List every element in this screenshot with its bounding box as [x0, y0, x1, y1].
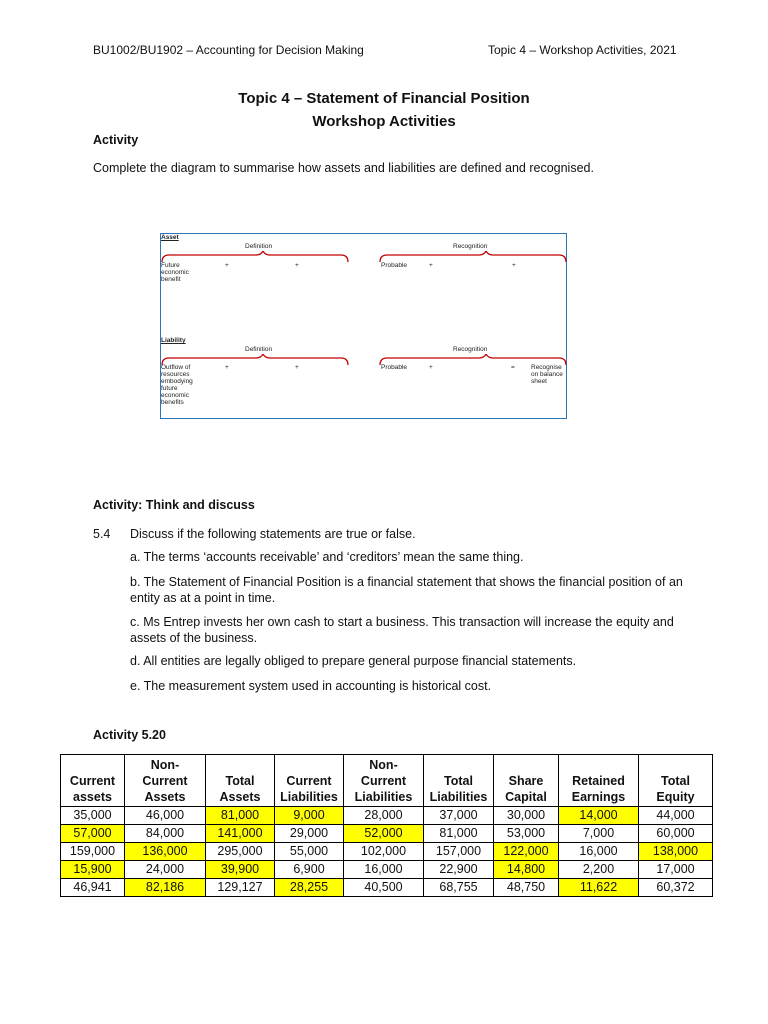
- table-row: [61, 825, 713, 843]
- table-cell: 29,000: [275, 825, 344, 843]
- table-cell: 157,000: [424, 843, 494, 861]
- table-cell-highlighted: 138,000: [639, 843, 713, 861]
- table-cell: 7,000: [559, 825, 639, 843]
- activity-520-heading: Activity 5.20: [93, 728, 166, 742]
- liability-recognition-label: Recognition: [453, 346, 488, 353]
- table-cell: 28,000: [344, 807, 424, 825]
- table-cell: 55,000: [275, 843, 344, 861]
- header-total-assets: Total Assets: [206, 755, 275, 807]
- table-cell: 17,000: [639, 861, 713, 879]
- header-current-assets: Current assets: [61, 755, 125, 807]
- page-header-left: BU1002/BU1902 – Accounting for Decision Making: [93, 43, 364, 57]
- liability-label: Liability: [161, 337, 186, 344]
- table-cell: 46,941: [61, 879, 125, 897]
- asset-liability-diagram: [160, 233, 567, 419]
- table-cell: 48,750: [494, 879, 559, 897]
- table-row: [61, 807, 713, 825]
- table-row: [61, 843, 713, 861]
- asset-recognition-plus: +: [429, 262, 433, 269]
- table-cell-highlighted: 11,622: [559, 879, 639, 897]
- table-cell: 68,755: [424, 879, 494, 897]
- table-row: [61, 879, 713, 897]
- table-cell-highlighted: 52,000: [344, 825, 424, 843]
- asset-recognition-plus-2: +: [512, 262, 516, 269]
- table-cell-highlighted: 28,255: [275, 879, 344, 897]
- asset-definition-brace: [161, 251, 351, 263]
- asset-definition-plus-2: +: [295, 262, 299, 269]
- question-number: 5.4: [93, 527, 111, 541]
- liability-recognition-plus: +: [429, 364, 433, 371]
- activity-heading: Activity: [93, 133, 139, 147]
- table-cell: 37,000: [424, 807, 494, 825]
- table-cell-highlighted: 39,900: [206, 861, 275, 879]
- table-cell: 46,000: [125, 807, 206, 825]
- liability-recognition-equals: =: [511, 364, 515, 371]
- table-cell: 16,000: [344, 861, 424, 879]
- table-cell: 30,000: [494, 807, 559, 825]
- header-total-equity: Total Equity: [639, 755, 713, 807]
- liability-recognition-result: Recognise on balance sheet: [531, 364, 563, 385]
- table-cell: 2,200: [559, 861, 639, 879]
- financial-position-table: [60, 754, 713, 897]
- page-subtitle: Workshop Activities: [312, 113, 456, 130]
- liability-definition-plus-2: +: [295, 364, 299, 371]
- asset-recognition-brace: [379, 251, 569, 263]
- table-cell: 84,000: [125, 825, 206, 843]
- table-cell-highlighted: 82,186: [125, 879, 206, 897]
- table-cell: 295,000: [206, 843, 275, 861]
- question-text: Discuss if the following statements are true or false.: [130, 527, 416, 541]
- statement-d: d. All entities are legally obliged to prepare general purpose financial statements.: [130, 654, 577, 668]
- asset-recognition-item-1: Probable: [381, 262, 408, 269]
- liability-recognition-item-1: Probable: [381, 364, 408, 371]
- liability-definition-plus-1: +: [225, 364, 229, 371]
- table-cell-highlighted: 141,000: [206, 825, 275, 843]
- header-retained-earnings: Retained Earnings: [559, 755, 639, 807]
- page-header-right: Topic 4 – Workshop Activities, 2021: [488, 43, 677, 57]
- header-total-liabilities: Total Liabilities: [424, 755, 494, 807]
- table-cell: 60,372: [639, 879, 713, 897]
- header-current-liabilities: Current Liabilities: [275, 755, 344, 807]
- think-discuss-heading: Activity: Think and discuss: [93, 498, 255, 512]
- table-cell: 53,000: [494, 825, 559, 843]
- table-cell-highlighted: 15,900: [61, 861, 125, 879]
- statement-a: a. The terms ‘accounts receivable’ and ‘creditors’ mean the same thing.: [130, 550, 524, 564]
- table-cell-highlighted: 14,000: [559, 807, 639, 825]
- table-cell-highlighted: 57,000: [61, 825, 125, 843]
- liability-definition-item-1: Outflow of resources embodying future economic benefits: [161, 364, 193, 406]
- statement-b: b. The Statement of Financial Position is a financial statement that shows the financial position of an entity as at a point in time.: [130, 575, 683, 605]
- table-row: [61, 861, 713, 879]
- asset-recognition-label: Recognition: [453, 243, 488, 250]
- statement-c: c. Ms Entrep invests her own cash to start a business. This transaction will increase the equity and assets of the business.: [130, 615, 674, 645]
- activity-instruction: Complete the diagram to summarise how assets and liabilities are defined and recognised.: [93, 161, 594, 175]
- liability-definition-label: Definition: [245, 346, 273, 353]
- table-header-row: [61, 755, 713, 807]
- header-non-current-liabilities: Non- Current Liabilities: [344, 755, 424, 807]
- table-cell-highlighted: 81,000: [206, 807, 275, 825]
- table-cell: 16,000: [559, 843, 639, 861]
- table-cell: 44,000: [639, 807, 713, 825]
- table-cell-highlighted: 9,000: [275, 807, 344, 825]
- table-cell: 22,900: [424, 861, 494, 879]
- asset-definition-item-1: Future economic benefit: [161, 262, 189, 283]
- table-cell: 129,127: [206, 879, 275, 897]
- table-cell: 81,000: [424, 825, 494, 843]
- table-cell: 159,000: [61, 843, 125, 861]
- table-cell-highlighted: 14,800: [494, 861, 559, 879]
- asset-label: Asset: [161, 234, 179, 241]
- table-cell: 40,500: [344, 879, 424, 897]
- table-cell: 24,000: [125, 861, 206, 879]
- table-cell: 102,000: [344, 843, 424, 861]
- statement-e: e. The measurement system used in accounting is historical cost.: [130, 679, 492, 693]
- table-cell: 6,900: [275, 861, 344, 879]
- header-share-capital: Share Capital: [494, 755, 559, 807]
- table-cell-highlighted: 136,000: [125, 843, 206, 861]
- table-cell: 60,000: [639, 825, 713, 843]
- page-title: Topic 4 – Statement of Financial Position: [238, 90, 530, 107]
- table-cell-highlighted: 122,000: [494, 843, 559, 861]
- asset-definition-label: Definition: [245, 243, 273, 250]
- header-non-current-assets: Non- Current Assets: [125, 755, 206, 807]
- table-cell: 35,000: [61, 807, 125, 825]
- asset-definition-plus-1: +: [225, 262, 229, 269]
